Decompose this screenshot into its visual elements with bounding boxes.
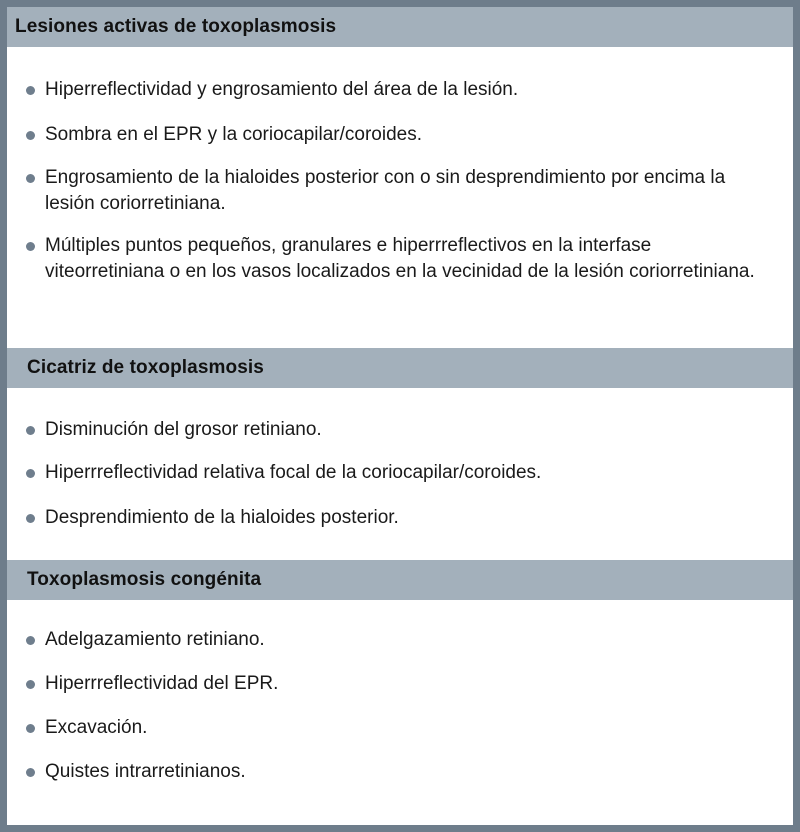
section-title: Lesiones activas de toxoplasmosis — [15, 16, 337, 37]
bullet-icon — [26, 86, 35, 95]
bullet-icon — [26, 426, 35, 435]
list-item: Adelgazamiento retiniano. — [45, 629, 265, 650]
bullet-icon — [26, 469, 35, 478]
section-header-scar — [7, 348, 793, 388]
bullet-icon — [26, 680, 35, 689]
section-title: Toxoplasmosis congénita — [27, 569, 262, 590]
list-item: Excavación. — [45, 717, 148, 738]
section-header-congenital — [7, 560, 793, 600]
list-item: Quistes intrarretinianos. — [45, 761, 246, 782]
bullet-icon — [26, 636, 35, 645]
list-item: Múltiples puntos pequeños, granulares e hiperrreflectivos en la interfase viteorretiniana o en los vasos localizados en la vecinidad de la lesión coriorretiniana. — [45, 235, 755, 282]
list-item: Desprendimiento de la hialoides posterior. — [45, 507, 399, 528]
list-item: Hiperrreflectividad relativa focal de la coriocapilar/coroides. — [45, 462, 542, 483]
list-item: Sombra en el EPR y la coriocapilar/coroides. — [45, 124, 423, 145]
list-item: Disminución del grosor retiniano. — [45, 419, 322, 440]
bullet-icon — [26, 768, 35, 777]
bullet-icon — [26, 131, 35, 140]
list-item: Engrosamiento de la hialoides posterior con o sin desprendimiento por encima la lesión coriorretiniana. — [45, 167, 726, 214]
section-title: Cicatriz de toxoplasmosis — [27, 357, 264, 378]
section-header-active-lesions — [7, 7, 793, 47]
bullet-icon — [26, 242, 35, 251]
list-item: Hiperrreflectividad del EPR. — [45, 673, 279, 694]
bullet-icon — [26, 174, 35, 183]
bullet-icon — [26, 724, 35, 733]
list-item: Hiperreflectividad y engrosamiento del área de la lesión. — [45, 79, 519, 100]
bullet-icon — [26, 514, 35, 523]
